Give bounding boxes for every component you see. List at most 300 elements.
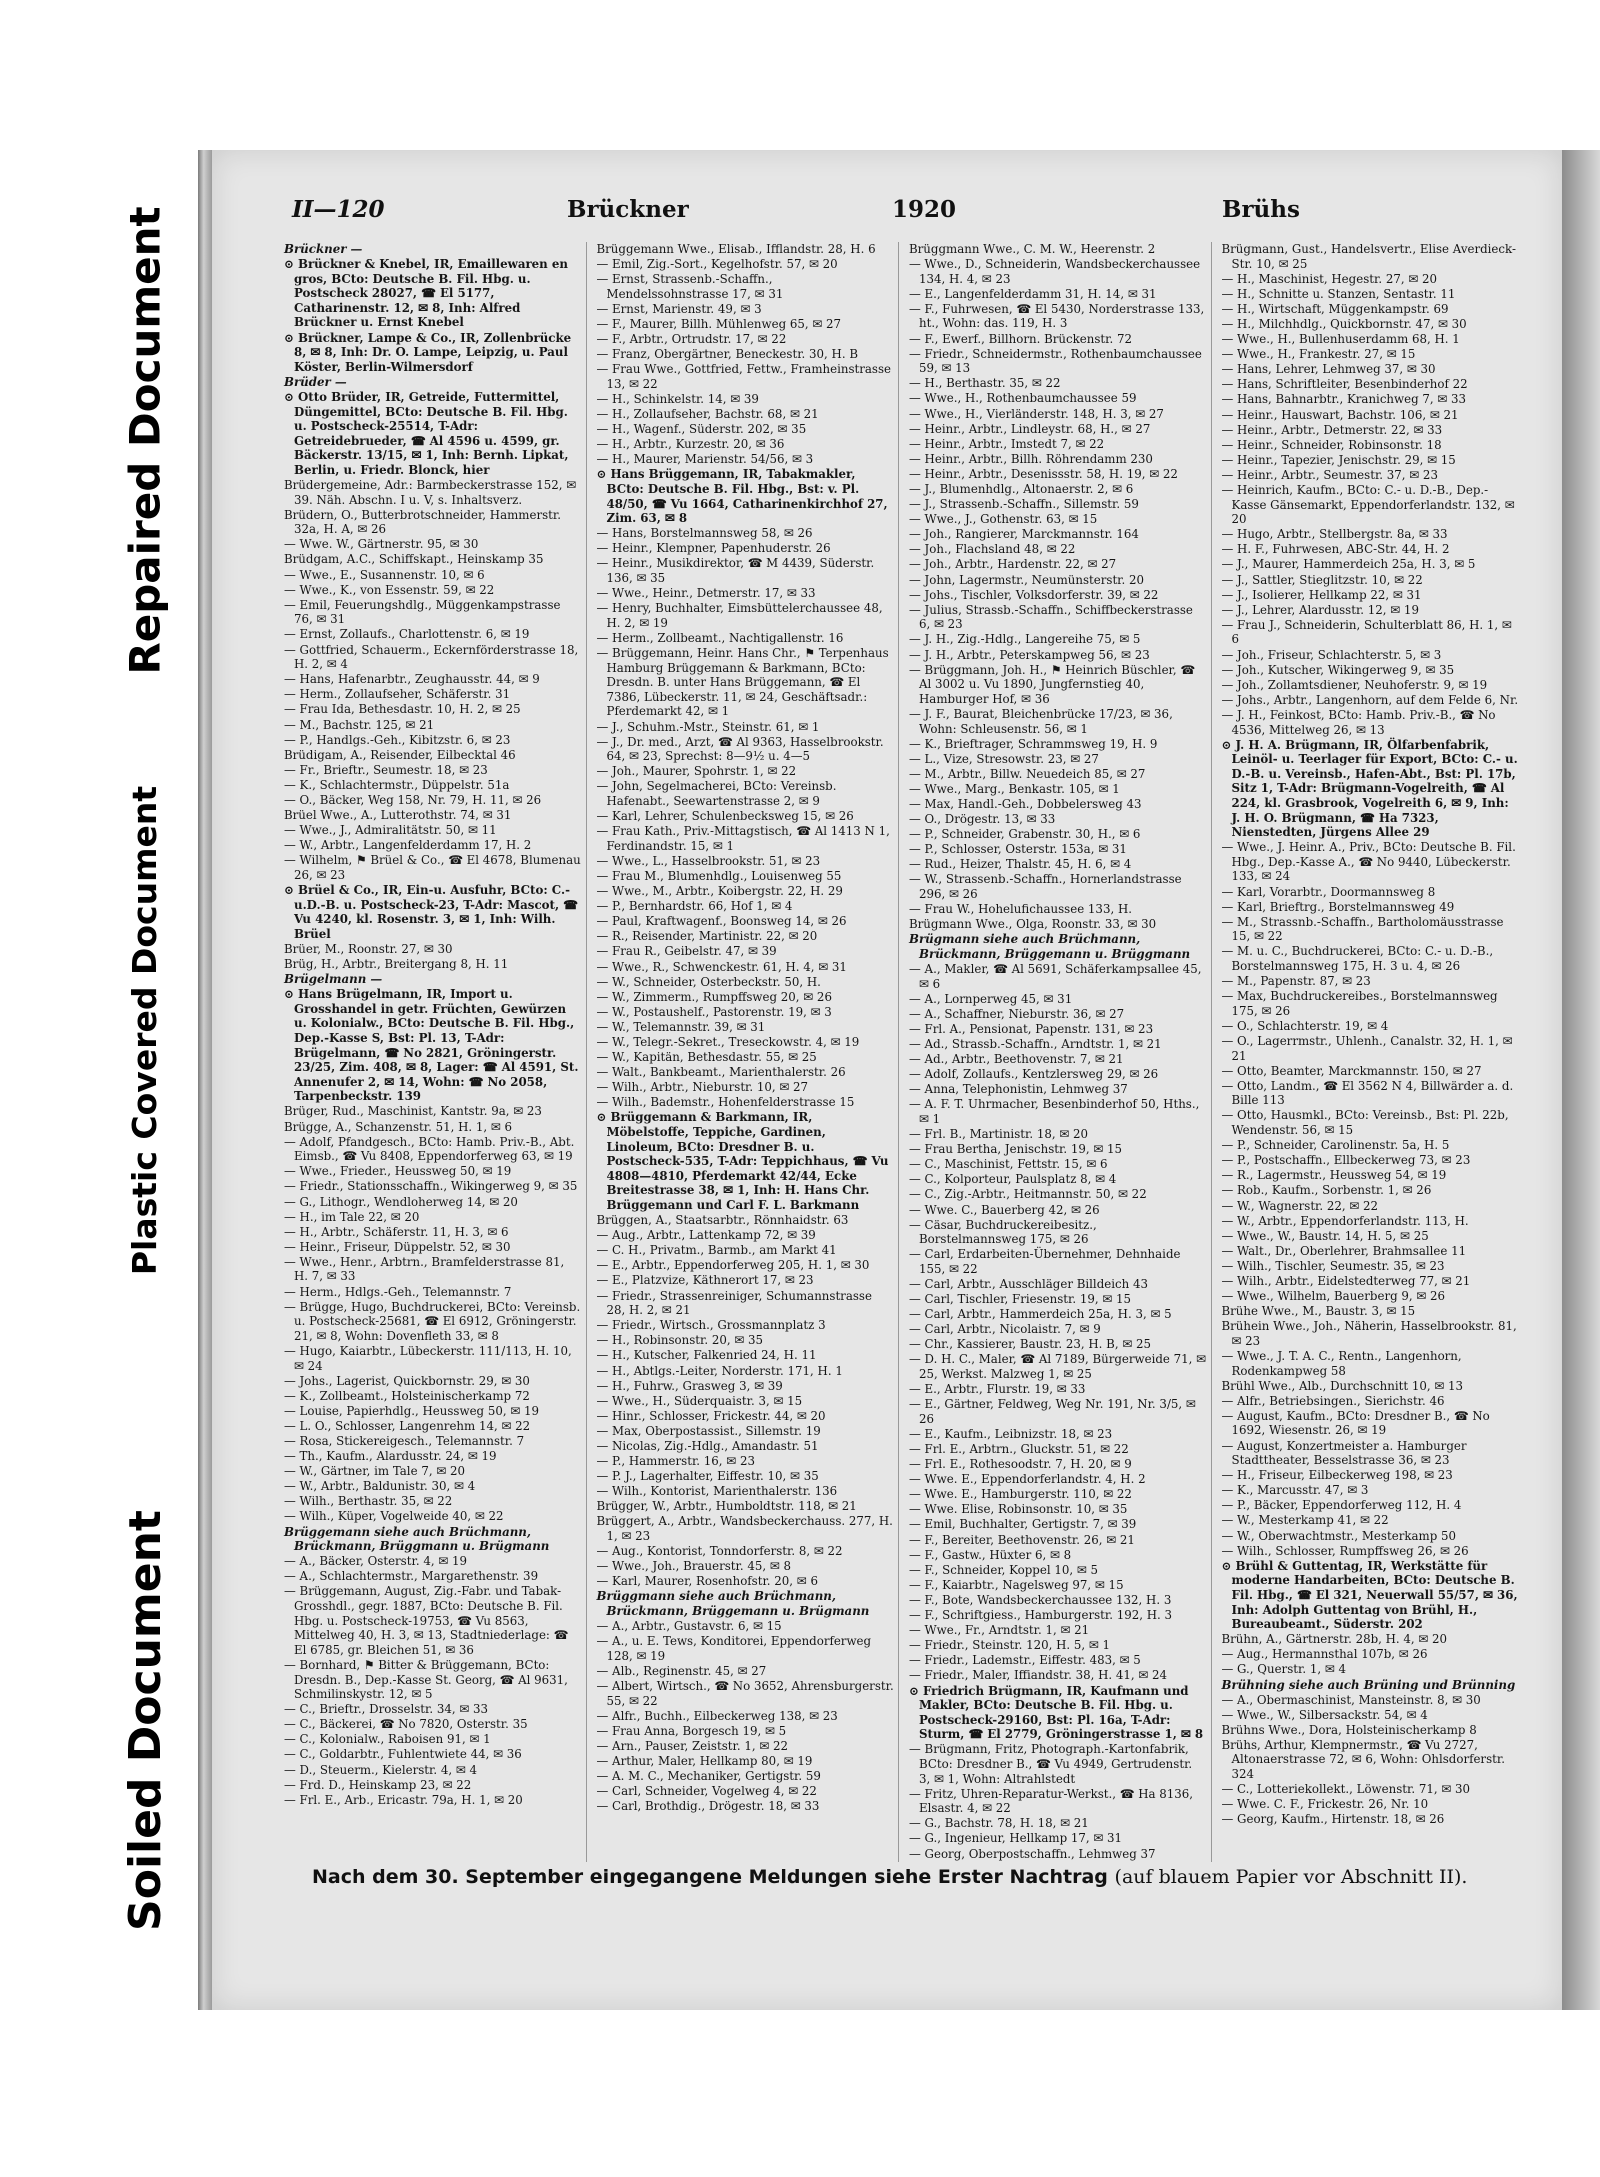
directory-entry: — Wwe., L., Hasselbrookstr. 51, ✉ 23 <box>596 853 821 868</box>
directory-entry: — Heinr., Musikdirektor, ☎ M 4439, Süderstr. 136, ✉ 35 <box>596 556 875 586</box>
directory-entry: — Wwe., W., Baustr. 14, H. 5, ✉ 25 <box>1221 1228 1429 1243</box>
directory-entry: — K., Schlachtermstr., Düppelstr. 51a <box>284 777 510 792</box>
directory-entry: — H., Maschinist, Hegestr. 27, ✉ 20 <box>1221 271 1437 286</box>
directory-entry: Brüggemann Wwe., Elisab., Ifflandstr. 28, H. 6 <box>596 242 876 256</box>
directory-entry: — G., Lithogr., Wendloherweg 14, ✉ 20 <box>284 1194 518 1209</box>
directory-entry: — A., Schlachtermstr., Margarethenstr. 39 <box>284 1569 539 1584</box>
directory-entry: — Brüggmann, Joh. H., ⚑ Heinrich Büschler, ☎ Al 3002 u. Vu 1890, Jungfernstieg 40, Hamburger Hof, ✉ 36 <box>909 662 1196 706</box>
directory-entry: — J., Lehrer, Alardusstr. 12, ✉ 19 <box>1221 602 1419 617</box>
directory-entry: — F., Bereiter, Beethovenstr. 26, ✉ 21 <box>909 1532 1135 1547</box>
directory-entry: Brüdergemeine, Adr.: Barmbeckerstrasse 152, ✉ 39. Näh. Abschn. I u. V, s. Inhaltsverz. <box>284 478 577 507</box>
directory-entry: — August, Kaufm., BCto: Dresdner B., ☎ No 1692, Wiesenstr. 26, ✉ 19 <box>1221 1408 1490 1438</box>
directory-entry: — E., Arbtr., Eppendorferweg 205, H. 1, ✉ 30 <box>596 1258 870 1273</box>
directory-entry: — Frl. B., Martinistr. 18, ✉ 20 <box>909 1127 1088 1142</box>
directory-entry: — D. H. C., Maler, ☎ Al 7189, Bürgerweide 71, ✉ 25, Werkst. Malzweg 1, ✉ 25 <box>909 1352 1207 1382</box>
directory-entry: — Wwe., R., Schwenckestr. 61, H. 4, ✉ 31 <box>596 959 847 974</box>
directory-entry: — J. F., Baurat, Bleichenbrücke 17/23, ✉ 36, Wohn: Schleusenstr. 56, ✉ 1 <box>909 706 1173 736</box>
directory-entry: — H., Friseur, Eilbeckerweg 198, ✉ 23 <box>1221 1468 1453 1483</box>
directory-entry: — O., Drögestr. 13, ✉ 33 <box>909 812 1056 827</box>
directory-entry: — Friedr., Steinstr. 120, H. 5, ✉ 1 <box>909 1638 1111 1653</box>
directory-entry: — Wilh., Küper, Vogelweide 40, ✉ 22 <box>284 1509 504 1524</box>
directory-entry: — Johs., Arbtr., Langenhorn, auf dem Felde 6, Nr. <box>1221 692 1519 707</box>
directory-entry: — Frau J., Schneiderin, Schulterblatt 86, H. 1, ✉ 6 <box>1221 617 1512 647</box>
directory-entry: — H., Berthastr. 35, ✉ 22 <box>909 376 1061 391</box>
directory-entry: — Brügmann, Fritz, Photograph.-Kartonfabrik, BCto: Dresdner B., ☎ Vu 4949, Gertrudenstr. 3, ✉ 1, Wohn: Altrahlstedt <box>909 1742 1193 1786</box>
directory-entry: — J., Isolierer, Hellkamp 22, ✉ 31 <box>1221 587 1422 602</box>
directory-entry: — Herm., Zollbeamt., Nachtigallenstr. 16 <box>596 630 844 645</box>
directory-entry: — Wwe., J. T. A. C., Rentn., Langenhorn, Rodenkampweg 58 <box>1221 1348 1462 1378</box>
column-3 <box>909 242 1212 1862</box>
directory-entry: — W., Mesterkamp 41, ✉ 22 <box>1221 1513 1389 1528</box>
directory-entry: — Friedr., Strassenreiniger, Schumannstrasse 28, H. 2, ✉ 21 <box>596 1288 872 1318</box>
directory-entry: Brüggemann siehe auch Brüchmann, Brückmann, Brüggmann u. Brügmann <box>284 1524 550 1554</box>
directory-entry: — Franz, Obergärtner, Beneckestr. 30, H. B <box>596 347 859 362</box>
page-number: II—120 <box>292 196 385 223</box>
directory-entry: — Emil, Zig.-Sort., Kegelhofstr. 57, ✉ 20 <box>596 257 838 272</box>
directory-entry: — Max, Buchdruckereibes., Borstelmannsweg 175, ✉ 26 <box>1221 989 1498 1018</box>
directory-entry: — Wwe., J. Heinr. A., Priv., BCto: Deutsche B. Fil. Hbg., Dep.-Kasse A., ☎ No 9440, Lübeckerstr. 133, ✉ 24 <box>1221 840 1516 884</box>
directory-entry: — Emil, Feuerungshdlg., Müggenkampstrasse 76, ✉ 31 <box>284 597 561 627</box>
directory-entry: — P., Handlgs.-Geh., Kibitzstr. 6, ✉ 23 <box>284 732 511 747</box>
directory-entry: — Carl, Tischler, Friesenstr. 19, ✉ 15 <box>909 1292 1132 1307</box>
directory-entry: — H., Schinkelstr. 14, ✉ 39 <box>596 391 759 406</box>
directory-entry: — H., Fuhrw., Grasweg 3, ✉ 39 <box>596 1378 783 1393</box>
directory-entry: Brüggmann Wwe., C. M. W., Heerenstr. 2 <box>909 242 1156 256</box>
directory-entry: ⊙ Hans Brügelmann, IR, Import u. Grosshandel in getr. Früchten, Gewürzen u. Kolonialw., BCto: Deutsche B. Fil. Hbg., Dep.-Kasse S, Bst: Pl. 13, T-Adr: Brügelmann, ☎ No 2821, Gröningerstr. 23/25, Zim. 408, ✉ 8, Lager: ☎ Al 4591, St. Annenufer 2, ✉ 14, Wohn: ☎ No 2058, Tarpenbeckstr. 139 <box>284 987 579 1104</box>
directory-entry: — H., Schnitte u. Stanzen, Sentastr. 11 <box>1221 286 1456 301</box>
directory-entry: — P. J., Lagerhalter, Eiffestr. 10, ✉ 35 <box>596 1469 819 1484</box>
page-edge <box>198 150 212 2010</box>
column-1 <box>284 242 587 1862</box>
directory-entry: — Wwe. C., Bauerberg 42, ✉ 26 <box>909 1202 1100 1217</box>
directory-entry: — Wilh., Schlosser, Rumpffsweg 26, ✉ 26 <box>1221 1543 1469 1558</box>
directory-entry: — P., Bernhardstr. 66, Hof 1, ✉ 4 <box>596 899 793 914</box>
directory-entry: — E., Arbtr., Flurstr. 19, ✉ 33 <box>909 1382 1086 1397</box>
directory-entry: — Joh., Flachsland 48, ✉ 22 <box>909 542 1076 557</box>
directory-entry: — M., Bachstr. 125, ✉ 21 <box>284 717 435 732</box>
directory-entry: — E., Platzvize, Käthnerort 17, ✉ 23 <box>596 1273 814 1288</box>
directory-entry: — K., Zollbeamt., Holsteinischerkamp 72 <box>284 1388 530 1403</box>
directory-entry: — Wilhelm, ⚑ Brüel & Co., ☎ El 4678, Blumenau 26, ✉ 23 <box>284 853 581 882</box>
directory-entry: — Wwe., J., Gothenstr. 63, ✉ 15 <box>909 512 1098 527</box>
directory-entry: — R., Reisender, Martinistr. 22, ✉ 20 <box>596 929 818 944</box>
directory-entry: — Arthur, Maler, Hellkamp 80, ✉ 19 <box>596 1753 813 1768</box>
directory-entry: — H., Zollaufseher, Bachstr. 68, ✉ 21 <box>596 407 819 422</box>
directory-entry: — C., Bäckerei, ☎ No 7820, Osterstr. 35 <box>284 1717 528 1732</box>
directory-entry: — Frau W., Hohelufichaussee 133, H. <box>909 902 1132 917</box>
directory-entry: — W., Arbtr., Langenfelderdamm 17, H. 2 <box>284 838 532 853</box>
directory-entry: — Carl, Schneider, Vogelweg 4, ✉ 22 <box>596 1784 817 1799</box>
directory-entry: — August, Konzertmeister a. Hamburger Stadttheater, Besselstrasse 36, ✉ 23 <box>1221 1438 1467 1468</box>
directory-entry: — F., Bote, Wandsbeckerchaussee 132, H. 3 <box>909 1592 1172 1607</box>
directory-entry: — W., Oberwachtmstr., Mesterkamp 50 <box>1221 1528 1457 1543</box>
directory-entry: — Wwe. C. F., Frickestr. 26, Nr. 10 <box>1221 1797 1429 1812</box>
directory-entry: — Karl, Lehrer, Schulenbecksweg 15, ✉ 26 <box>596 809 854 824</box>
directory-entry: — John, Lagermstr., Neumünsterstr. 20 <box>909 572 1145 587</box>
directory-entry: — Wwe. W., Gärtnerstr. 95, ✉ 30 <box>284 537 479 552</box>
directory-entry: — Ernst, Strassenb.-Schaffn., Mendelssohnstrasse 17, ✉ 31 <box>596 272 784 301</box>
directory-entry: — Wwe., J., Admiralitätstr. 50, ✉ 11 <box>284 823 497 838</box>
directory-entry: — Hugo, Kaiarbtr., Lübeckerstr. 111/113, H. 10, ✉ 24 <box>284 1343 572 1373</box>
directory-entry: — G., Querstr. 1, ✉ 4 <box>1221 1662 1346 1677</box>
directory-entry: — W., Arbtr., Baldunistr. 30, ✉ 4 <box>284 1479 476 1494</box>
directory-entry: — Wwe., Heinr., Detmerstr. 17, ✉ 33 <box>596 586 816 601</box>
directory-entry: — Wilh., Bademstr., Hohenfelderstrasse 15 <box>596 1095 855 1110</box>
directory-entry: Brühe Wwe., M., Baustr. 3, ✉ 15 <box>1221 1304 1416 1319</box>
directory-entry: — W., Telegr.-Sekret., Treseckowstr. 4, ✉ 19 <box>596 1034 860 1049</box>
directory-entry: — J., Sattler, Stieglitzstr. 10, ✉ 22 <box>1221 572 1423 587</box>
directory-entry: — F., Ewerf., Billhorn. Brückenstr. 72 <box>909 331 1132 346</box>
directory-entry: Brühn, A., Gärtnerstr. 28b, H. 4, ✉ 20 <box>1221 1632 1448 1647</box>
directory-entry: — Wwe., Joh., Brauerstr. 45, ✉ 8 <box>596 1559 792 1574</box>
directory-entry: Brügger, W., Arbtr., Humboldtstr. 118, ✉ 21 <box>596 1499 857 1514</box>
directory-entry: — Aug., Arbtr., Lattenkamp 72, ✉ 39 <box>596 1228 816 1243</box>
directory-entry: — Otto, Landm., ☎ El 3562 N 4, Billwärder a. d. Bille 113 <box>1221 1078 1514 1108</box>
directory-entry: — Carl, Brothdig., Drögestr. 18, ✉ 33 <box>596 1799 820 1814</box>
directory-entry: Brüg, H., Arbtr., Breitergang 8, H. 11 <box>284 957 509 971</box>
directory-entry: — Hans, Hafenarbtr., Zeughausstr. 44, ✉ 9 <box>284 672 540 687</box>
directory-entry: — Wwe. Elise, Robinsonstr. 10, ✉ 35 <box>909 1502 1128 1517</box>
directory-entry: — Walt., Dr., Oberlehrer, Brahmsallee 11 <box>1221 1243 1467 1258</box>
directory-entry: Brüdern, O., Butterbrotschneider, Hammerstr. 32a, H. A, ✉ 26 <box>284 507 561 537</box>
directory-entry: — P., Bäcker, Eppendorferweg 112, H. 4 <box>1221 1498 1462 1513</box>
directory-entry: — M., Arbtr., Billw. Neuedeich 85, ✉ 27 <box>909 766 1146 781</box>
directory-entry: — H. F., Fuhrwesen, ABC-Str. 44, H. 2 <box>1221 542 1450 557</box>
directory-entry: — Frl. E., Arb., Ericastr. 79a, H. 1, ✉ 20 <box>284 1792 523 1807</box>
directory-entry: — Karl, Brieftrg., Borstelmannsweg 49 <box>1221 899 1455 914</box>
directory-entry: — Gottfried, Schauerm., Eckernförderstrasse 18, H. 2, ✉ 4 <box>284 642 579 672</box>
directory-entry: Brüer, M., Roonstr. 27, ✉ 30 <box>284 941 453 956</box>
directory-entry: — Joh., Maurer, Spohrstr. 1, ✉ 22 <box>596 764 797 779</box>
directory-entry: — A. F. T. Uhrmacher, Besenbinderhof 50, Hths., ✉ 1 <box>909 1097 1200 1126</box>
directory-entry: — Frl. E., Arbtrn., Gluckstr. 51, ✉ 22 <box>909 1442 1129 1456</box>
directory-entry: — Wwe., Henr., Arbtrn., Bramfelderstrasse 81, H. 7, ✉ 33 <box>284 1254 565 1284</box>
directory-entry: — C., Kolporteur, Paulsplatz 8, ✉ 4 <box>909 1172 1117 1187</box>
directory-entry: — H., im Tale 22, ✉ 20 <box>284 1209 420 1224</box>
directory-entry: — D., Steuerm., Kielerstr. 4, ✉ 4 <box>284 1762 478 1777</box>
directory-entry: — O., Bäcker, Weg 158, Nr. 79, H. 11, ✉ 26 <box>284 792 542 807</box>
directory-entry: Brückner — <box>284 242 363 256</box>
directory-entry: — Friedr., Lademstr., Eiffestr. 483, ✉ 5 <box>909 1653 1141 1668</box>
directory-entry: — Georg, Kaufm., Hirtenstr. 18, ✉ 26 <box>1221 1812 1445 1827</box>
directory-entry: — Carl, Erdarbeiten-Übernehmer, Dehnhaide 155, ✉ 22 <box>909 1247 1181 1276</box>
directory-entry: — G., Ingenieur, Hellkamp 17, ✉ 31 <box>909 1831 1123 1846</box>
directory-entry: — H., Maurer, Marienstr. 54/56, ✉ 3 <box>596 452 814 467</box>
directory-entry: — C., Goldarbtr., Fuhlentwiete 44, ✉ 36 <box>284 1747 522 1762</box>
directory-entry: — Fr., Brieftr., Seumestr. 18, ✉ 23 <box>284 762 488 777</box>
directory-entry: — Frau M., Blumenhdlg., Louisenweg 55 <box>596 868 842 883</box>
directory-entry: — Heinr., Hauswart, Bachstr. 106, ✉ 21 <box>1221 407 1459 422</box>
directory-entry: — John, Segelmacherei, BCto: Vereinsb. Hafenabt., Seewartenstrasse 2, ✉ 9 <box>596 779 837 808</box>
directory-entry: — Nicolas, Zig.-Hdlg., Amandastr. 51 <box>596 1439 819 1453</box>
directory-entry: — O., Lagerrmstr., Uhlenh., Canalstr. 32, H. 1, ✉ 21 <box>1221 1033 1513 1063</box>
directory-entry: Brüggen, A., Staatsarbtr., Rönnhaidstr. 63 <box>596 1213 849 1228</box>
directory-entry: — Wwe., M., Arbtr., Koibergstr. 22, H. 29 <box>596 884 843 899</box>
directory-entry: — Brüggemann, Heinr. Hans Chr., ⚑ Terpenhaus Hamburg Brüggemann & Barkmann, BCto: Dresdn. B. unter Hans Brüggemann, ☎ El 7386, Lübeckerstr. 11, ✉ 24, Geschäftsadr.: Pferdemarkt 42, ✉ 1 <box>596 646 889 719</box>
directory-entry: — R., Lagermstr., Heussweg 54, ✉ 19 <box>1221 1168 1447 1183</box>
directory-entry: — Wilh., Arbtr., Nieburstr. 10, ✉ 27 <box>596 1080 809 1095</box>
directory-entry: — C., Zig.-Arbtr., Heitmannstr. 50, ✉ 22 <box>909 1187 1147 1202</box>
directory-entry: — Joh., Arbtr., Hardenstr. 22, ✉ 27 <box>909 557 1117 572</box>
directory-entry: ⊙ Brüggemann & Barkmann, IR, Möbelstoffe, Teppiche, Gardinen, Linoleum, BCto: Dresdner B. u. Postscheck-535, T-Adr: Teppichhaus, ☎ Vu 4808—4810, Pferdemarkt 42/44, Ecke Breitestrasse 38, ✉ 1, Inh: H. Hans Chr. Brüggemann und Carl F. L. Barkmann <box>596 1110 889 1212</box>
directory-entry: — H., Milchhdlg., Quickbornstr. 47, ✉ 30 <box>1221 316 1467 331</box>
directory-entry: — W., Strassenb.-Schaffn., Hornerlandstrasse 296, ✉ 26 <box>909 872 1182 902</box>
directory-entry: — W., Gärtner, im Tale 7, ✉ 20 <box>284 1464 465 1479</box>
directory-entry: — Adolf, Pfandgesch., BCto: Hamb. Priv.-B., Abt. Eimsb., ☎ Vu 8408, Eppendorferweg 63, ✉ 19 <box>284 1134 575 1164</box>
directory-entry: Brühning siehe auch Brüning und Brünning <box>1221 1677 1516 1692</box>
directory-entry: — A. M. C., Mechaniker, Gertigstr. 59 <box>596 1769 821 1784</box>
directory-entry: — Wwe., H., Bullenhuserdamm 68, H. 1 <box>1221 332 1460 347</box>
directory-entry: — Wilh., Arbtr., Eidelstedterweg 77, ✉ 21 <box>1221 1273 1471 1288</box>
page-header <box>292 196 1522 236</box>
directory-entry: — Friedr., Stationsschaffn., Wikingerweg 9, ✉ 35 <box>284 1179 578 1194</box>
directory-entry: — Heinrich, Kaufm., BCto: C.- u. D.-B., Dep.-Kasse Gänsemarkt, Eppendorferlandstr. 132, ✉ 20 <box>1221 483 1515 527</box>
directory-entry: — Frd. D., Heinskamp 23, ✉ 22 <box>284 1777 472 1792</box>
directory-entry: — F., Schneider, Koppel 10, ✉ 5 <box>909 1562 1099 1577</box>
directory-entry: — Hinr., Schlosser, Frickestr. 44, ✉ 20 <box>596 1408 826 1423</box>
directory-entry: — Wwe., W., Silbersackstr. 54, ✉ 4 <box>1221 1707 1428 1722</box>
directory-entry: — P., Postschaffn., Ellbeckerweg 73, ✉ 23 <box>1221 1153 1471 1168</box>
directory-entry: — H., Kutscher, Falkenried 24, H. 11 <box>596 1348 817 1363</box>
directory-entry: — Wwe., H., Rothenbaumchaussee 59 <box>909 391 1137 406</box>
directory-entry: — J. H., Arbtr., Peterskampweg 56, ✉ 23 <box>909 647 1150 662</box>
directory-entry: — P., Hammerstr. 16, ✉ 23 <box>596 1454 755 1469</box>
directory-entry: — Karl, Maurer, Rosenhofstr. 20, ✉ 6 <box>596 1574 818 1589</box>
directory-entry: Brüel Wwe., A., Lutterothstr. 74, ✉ 31 <box>284 808 512 823</box>
directory-entry: — Aug., Kontorist, Tonndorferstr. 8, ✉ 22 <box>596 1544 843 1559</box>
directory-entry: — Ad., Arbtr., Beethovenstr. 7, ✉ 21 <box>909 1052 1124 1067</box>
directory-entry: — Heinr., Arbtr., Desenissstr. 58, H. 19, ✉ 22 <box>909 466 1178 481</box>
directory-entry: — Herm., Zollaufseher, Schäferstr. 31 <box>284 687 511 702</box>
directory-entry: — K., Brieftrager, Schrammsweg 19, H. 9 <box>909 736 1158 751</box>
directory-entry: — Heinr., Friseur, Düppelstr. 52, ✉ 30 <box>284 1239 511 1254</box>
directory-entry: Brühns Wwe., Dora, Holsteinischerkamp 8 <box>1221 1722 1477 1737</box>
directory-entry: — Wwe., Frieder., Heussweg 50, ✉ 19 <box>284 1164 512 1179</box>
directory-entry: — Hans, Bahnarbtr., Kranichweg 7, ✉ 33 <box>1221 392 1467 407</box>
directory-entry: — Carl, Arbtr., Hammerdeich 25a, H. 3, ✉ 5 <box>909 1307 1172 1322</box>
directory-entry: — Wilh., Berthastr. 35, ✉ 22 <box>284 1494 453 1509</box>
directory-entry: — Johs., Lagerist, Quickbornstr. 29, ✉ 30 <box>284 1373 530 1388</box>
directory-entry: — Heinr., Arbtr., Billh. Röhrendamm 230 <box>909 451 1153 466</box>
directory-entry: Brüdigam, A., Reisender, Eilbecktal 46 <box>284 747 516 762</box>
directory-entry: — W., Zimmerm., Rumpffsweg 20, ✉ 26 <box>596 989 832 1004</box>
directory-entry: — Wwe., Wilhelm, Bauerberg 9, ✉ 26 <box>1221 1289 1446 1304</box>
directory-entry: — Wwe., D., Schneiderin, Wandsbeckerchaussee 134, H. 4, ✉ 23 <box>909 257 1201 286</box>
directory-entry: — Cäsar, Buchdruckereibesitz., Borstelmannsweg 175, ✉ 26 <box>909 1217 1097 1247</box>
directory-entry: — C. H., Privatm., Barmb., am Markt 41 <box>596 1243 837 1258</box>
label-plastic-covered-document: Plastic Covered Document <box>125 785 165 1275</box>
directory-entry: — Heinr., Arbtr., Seumestr. 37, ✉ 23 <box>1221 467 1438 482</box>
directory-entry: — Paul, Kraftwagenf., Boonsweg 14, ✉ 26 <box>596 914 847 929</box>
directory-entry: — C., Kolonialw., Raboisen 91, ✉ 1 <box>284 1732 491 1747</box>
directory-entry: ⊙ Brückner & Knebel, IR, Emaillewaren en gros, BCto: Deutsche B. Fil. Hbg. u. Postscheck 28027, ☎ El 5177, Catharinenstr. 12, ✉ 8, Inh: Alfred Brückner u. Ernst Knebel <box>284 257 568 330</box>
directory-entry: — Heinr., Schneider, Robinsonstr. 18 <box>1221 437 1442 452</box>
directory-entry: — Heinr., Arbtr., Imstedt 7, ✉ 22 <box>909 436 1105 451</box>
directory-entry: — Wwe., K., von Essenstr. 59, ✉ 22 <box>284 582 495 597</box>
directory-entry: — Julius, Strassb.-Schaffn., Schiffbeckerstrasse 6, ✉ 23 <box>909 602 1193 632</box>
directory-entry: — Carl, Arbtr., Ausschläger Billdeich 43 <box>909 1276 1148 1291</box>
directory-entry: — H., Wirtschaft, Müggenkampstr. 69 <box>1221 301 1449 316</box>
directory-entry: — H., Robinsonstr. 20, ✉ 35 <box>596 1333 764 1348</box>
directory-entry: — Frau Ida, Bethesdastr. 10, H. 2, ✉ 25 <box>284 702 521 717</box>
directory-entry: — Ernst, Zollaufs., Charlottenstr. 6, ✉ 19 <box>284 627 530 642</box>
directory-entry: — Brügge, Hugo, Buchdruckerei, BCto: Vereinsb. u. Postscheck-25681, ☎ El 6912, Gröningerstr. 21, ✉ 8, Wohn: Dovenfleth 33, ✉ 8 <box>284 1299 581 1343</box>
directory-entry: — E., Langenfelderdamm 31, H. 14, ✉ 31 <box>909 286 1157 301</box>
directory-entry: — Wwe., E., Susannenstr. 10, ✉ 6 <box>284 567 485 582</box>
directory-entry: — H., Wagenf., Süderstr. 202, ✉ 35 <box>596 422 807 437</box>
directory-entry: Brügmann siehe auch Brüchmann, Brückmann, Brüggemann u. Brüggmann <box>909 932 1191 961</box>
directory-entry: — Alfr., Betriebsingen., Sierichstr. 46 <box>1221 1393 1445 1408</box>
directory-entry: — M. u. C., Buchdruckerei, BCto: C.- u. D.-B., Borstelmannsweg 175, H. 3 u. 4, ✉ 26 <box>1221 944 1494 973</box>
directory-entry: ⊙ Brüel & Co., IR, Ein-u. Ausfuhr, BCto: C.-u.D.-B. u. Postscheck-23, T-Adr: Mascot, ☎ Vu 4240, kl. Rosenstr. 3, ✉ 1, Inh: Wilh. Brüel <box>284 883 578 941</box>
directory-entry: — Friedr., Schneidermstr., Rothenbaumchaussee 59, ✉ 13 <box>909 346 1202 376</box>
directory-entry: — W., Telemannstr. 39, ✉ 31 <box>596 1019 766 1034</box>
directory-entry: — Ernst, Marienstr. 49, ✉ 3 <box>596 301 762 316</box>
directory-entry: — Wwe., H., Frankestr. 27, ✉ 15 <box>1221 347 1416 362</box>
directory-entry: — Louise, Papierhdlg., Heussweg 50, ✉ 19 <box>284 1403 540 1418</box>
directory-entry: — Friedr., Maler, Iffiandstr. 38, H. 41, ✉ 24 <box>909 1668 1168 1683</box>
directory-entry: — W., Schneider, Osterbeckstr. 50, H. <box>596 974 821 989</box>
directory-entry: — A., Bäcker, Osterstr. 4, ✉ 19 <box>284 1554 467 1569</box>
directory-entry: — A., Obermaschinist, Mansteinstr. 8, ✉ 30 <box>1221 1692 1481 1707</box>
directory-entry: — J., Schuhm.-Mstr., Steinstr. 61, ✉ 1 <box>596 719 820 734</box>
footer-text: Nach dem 30. September eingegangene Meldungen siehe Erster Nachtrag <box>312 1866 1108 1888</box>
directory-entry: — J. H., Feinkost, BCto: Hamb. Priv.-B., ☎ No 4536, Mittelweg 26, ✉ 13 <box>1221 707 1496 737</box>
directory-entry: Brüger, Rud., Maschinist, Kantstr. 9a, ✉ 23 <box>284 1104 542 1119</box>
directory-entry: — F., Schriftgiess., Hamburgerstr. 192, H. 3 <box>909 1608 1173 1623</box>
directory-entry: — L. O., Schlosser, Langenrehm 14, ✉ 22 <box>284 1418 531 1433</box>
header-first-name: Brückner <box>567 196 689 223</box>
directory-entry: — Fritz, Uhren-Reparatur-Werkst., ☎ Ha 8136, Elsastr. 4, ✉ 22 <box>909 1786 1194 1816</box>
label-soiled-document: Soiled Document <box>119 1509 171 1931</box>
directory-entry: — J., Dr. med., Arzt, ☎ Al 9363, Hasselbrookstr. 64, ✉ 23, Sprechst: 8—9½ u. 4—5 <box>596 734 884 764</box>
directory-entry: Brühein Wwe., Joh., Näherin, Hasselbrookstr. 81, ✉ 23 <box>1221 1319 1517 1348</box>
directory-entry: — A., u. E. Tews, Konditorei, Eppendorferweg 128, ✉ 19 <box>596 1634 872 1663</box>
directory-entry: — Georg, Oberpostschaffn., Lehmweg 37 <box>909 1846 1156 1861</box>
directory-entry: — J., Strassenb.-Schaffn., Sillemstr. 59 <box>909 497 1139 512</box>
header-year: 1920 <box>892 196 957 223</box>
directory-entry: — Henry, Buchhalter, Eimsbüttelerchaussee 48, H. 2, ✉ 19 <box>596 601 883 630</box>
directory-columns <box>284 242 1524 1861</box>
directory-entry: — M., Papenstr. 87, ✉ 23 <box>1221 974 1371 989</box>
directory-entry: — W., Arbtr., Eppendorferlandstr. 113, H. <box>1221 1213 1469 1228</box>
directory-entry: — Johs., Tischler, Volksdorferstr. 39, ✉ 22 <box>909 587 1159 602</box>
directory-entry: — P., Schlosser, Osterstr. 153a, ✉ 31 <box>909 842 1127 857</box>
directory-entry: ⊙ Hans Brüggemann, IR, Tabakmakler, BCto: Deutsche B. Fil. Hbg., Bst: v. Pl. 48/50, ☎ Vu 1664, Catharinenkirchhof 27, Zim. 63, ✉ 8 <box>596 467 888 526</box>
directory-entry: — L., Vize, Stresowstr. 23, ✉ 27 <box>909 751 1099 766</box>
directory-entry: — Wwe. E., Eppendorferlandstr. 4, H. 2 <box>909 1472 1146 1487</box>
directory-entry: — Wwe., H., Vierländerstr. 148, H. 3, ✉ 27 <box>909 406 1164 421</box>
label-repaired-document: Repaired Document <box>120 205 170 675</box>
directory-entry: — Frl. A., Pensionat, Papenstr. 131, ✉ 23 <box>909 1021 1154 1036</box>
directory-entry: — C., Brieftr., Drosselstr. 34, ✉ 33 <box>284 1702 489 1717</box>
directory-entry: — Frau Wwe., Gottfried, Fettw., Framheinstrasse 13, ✉ 22 <box>596 362 892 391</box>
directory-entry: Brüder — <box>284 374 347 389</box>
directory-entry: — Adolf, Zollaufs., Kentzlersweg 29, ✉ 26 <box>909 1067 1159 1082</box>
directory-entry: — J., Maurer, Hammerdeich 25a, H. 3, ✉ 5 <box>1221 557 1476 572</box>
directory-entry: — Wilh., Tischler, Seumestr. 35, ✉ 23 <box>1221 1258 1445 1273</box>
directory-entry: — A., Arbtr., Gustavstr. 6, ✉ 15 <box>596 1619 782 1634</box>
directory-entry: — Hans, Lehrer, Lehmweg 37, ✉ 30 <box>1221 362 1436 377</box>
directory-entry: — Chr., Kassierer, Baustr. 23, H. B, ✉ 25 <box>909 1337 1151 1352</box>
directory-entry: Brüggert, A., Arbtr., Wandsbeckerchauss. 277, H. 1, ✉ 23 <box>596 1514 893 1544</box>
directory-entry: Brügmann Wwe., Olga, Roonstr. 33, ✉ 30 <box>909 917 1157 932</box>
directory-entry: — Alfr., Buchh., Eilbeckerweg 138, ✉ 23 <box>596 1708 838 1723</box>
directory-entry: Brügmann, Gust., Handelsvertr., Elise Averdieck-Str. 10, ✉ 25 <box>1221 242 1516 271</box>
directory-entry: — P., Schneider, Carolinenstr. 5a, H. 5 <box>1221 1138 1450 1153</box>
directory-entry: — O., Schlachterstr. 19, ✉ 4 <box>1221 1018 1389 1033</box>
directory-entry: — Joh., Friseur, Schlachterstr. 5, ✉ 3 <box>1221 647 1442 662</box>
directory-entry: — Max, Oberpostassist., Sillemstr. 19 <box>596 1423 821 1438</box>
column-2 <box>597 242 900 1862</box>
directory-entry: — Albert, Wirtsch., ☎ No 3652, Ahrensburgerstr. 55, ✉ 22 <box>596 1679 894 1708</box>
directory-entry: — Frau Anna, Borgesch 19, ✉ 5 <box>596 1723 787 1738</box>
directory-entry: — Alb., Reginenstr. 45, ✉ 27 <box>596 1663 767 1678</box>
directory-entry: Brüdgam, A.C., Schiffskapt., Heinskamp 35 <box>284 552 544 567</box>
directory-entry: — Hans, Borstelmannsweg 58, ✉ 26 <box>596 526 813 541</box>
directory-entry: — Hugo, Arbtr., Stellbergstr. 8a, ✉ 33 <box>1221 527 1448 542</box>
directory-entry: — A., Schaffner, Nieburstr. 36, ✉ 27 <box>909 1006 1125 1021</box>
directory-entry: — W., Wagnerstr. 22, ✉ 22 <box>1221 1198 1379 1213</box>
directory-entry: Brühs, Arthur, Klempnermstr., ☎ Vu 2727, Altonaerstrasse 72, ✉ 6, Wohn: Ohlsdorferstr. 324 <box>1221 1737 1505 1782</box>
directory-entry: — W., Kapitän, Bethesdastr. 55, ✉ 25 <box>596 1050 817 1065</box>
side-labels <box>100 190 190 2050</box>
directory-entry: — Frau Bertha, Jenischstr. 19, ✉ 15 <box>909 1142 1123 1157</box>
directory-entry: — F., Gastw., Hüxter 6, ✉ 8 <box>909 1547 1072 1562</box>
column-4 <box>1222 242 1525 1862</box>
directory-entry: — Carl, Arbtr., Nicolaistr. 7, ✉ 9 <box>909 1322 1101 1337</box>
footer-note: (auf blauem Papier vor Abschnitt II). <box>1114 1866 1468 1888</box>
directory-entry: — Herm., Hdlgs.-Geh., Telemannstr. 7 <box>284 1284 512 1299</box>
directory-entry: — Wilh., Kontorist, Marienthalerstr. 136 <box>596 1484 838 1499</box>
directory-entry: ⊙ Brühl & Guttentag, IR, Werkstätte für moderne Handarbeiten, BCto: Deutsche B. Fil. Hbg., ☎ El 321, Neuerwall 55/57, ✉ 36, Inh: Adolph Guttentag von Brühl, H., Bureaubeamt., Süderstr. 202 <box>1221 1558 1518 1632</box>
directory-entry: — Emil, Buchhalter, Gertigstr. 7, ✉ 39 <box>909 1517 1137 1532</box>
directory-entry: Brühl Wwe., Alb., Durchschnitt 10, ✉ 13 <box>1221 1378 1463 1393</box>
directory-entry: — H., Arbtr., Schäferstr. 11, H. 3, ✉ 6 <box>284 1224 509 1239</box>
directory-entry: — Ad., Strassb.-Schaffn., Arndtstr. 1, ✉ 21 <box>909 1036 1162 1051</box>
next-page-edge <box>1562 150 1600 2010</box>
directory-entry: — Otto, Beamter, Marckmannstr. 150, ✉ 27 <box>1221 1063 1482 1078</box>
directory-entry: Brügge, A., Schanzenstr. 51, H. 1, ✉ 6 <box>284 1119 513 1134</box>
directory-entry: — H., Abtlgs.-Leiter, Norderstr. 171, H. 1 <box>596 1363 843 1378</box>
directory-entry: — K., Marcusstr. 47, ✉ 3 <box>1221 1483 1369 1498</box>
directory-entry: — Anna, Telephonistin, Lehmweg 37 <box>909 1082 1128 1097</box>
directory-entry: — F., Maurer, Billh. Mühlenweg 65, ✉ 27 <box>596 316 842 331</box>
directory-entry: — C., Lotteriekollekt., Löwenstr. 71, ✉ 30 <box>1221 1782 1471 1797</box>
directory-entry: — Friedr., Wirtsch., Grossmannplatz 3 <box>596 1318 826 1333</box>
directory-entry: — Arn., Pauser, Zeiststr. 1, ✉ 22 <box>596 1738 789 1753</box>
directory-entry: — Rob., Kaufm., Sorbenstr. 1, ✉ 26 <box>1221 1183 1432 1198</box>
directory-entry: — Rud., Heizer, Thalstr. 45, H. 6, ✉ 4 <box>909 857 1132 872</box>
directory-entry: — J., Blumenhdlg., Altonaerstr. 2, ✉ 6 <box>909 482 1134 496</box>
directory-entry: — Frau R., Geibelstr. 47, ✉ 39 <box>596 944 777 959</box>
directory-entry: ⊙ J. H. A. Brügmann, IR, Ölfarbenfabrik, Leinöl- u. Teerlager für Export, BCto: C.- u. D.-B. u. Vereinsb., Hafen-Abt., Bst: Pl. 17b, Sitz 1, T-Adr: Brügmann-Vogelreith, ☎ Al 224, kl. Grasbrook, Vogelreith 6, ✉ 9, Inh: J. H. O. Brügmann, ☎ Ha 7323, Nienstedten, Jürgens Allee 29 <box>1221 737 1518 840</box>
directory-entry: — Walt., Bankbeamt., Marienthalerstr. 26 <box>596 1065 846 1080</box>
directory-entry: — A., Lornperweg 45, ✉ 31 <box>909 991 1073 1006</box>
directory-entry: — Wwe., H., Süderquaistr. 3, ✉ 15 <box>596 1393 803 1408</box>
directory-entry: — Wwe. E., Hamburgerstr. 110, ✉ 22 <box>909 1487 1132 1502</box>
directory-entry: — Joh., Rangierer, Marckmannstr. 164 <box>909 527 1139 542</box>
directory-entry: Brüggmann siehe auch Brüchmann, Brückmann, Brüggemann u. Brügmann <box>596 1589 870 1619</box>
directory-entry: — Wwe., Fr., Arndtstr. 1, ✉ 21 <box>909 1623 1090 1638</box>
directory-entry: Brügelmann — <box>284 972 383 987</box>
directory-entry: — Rosa, Stickereigesch., Telemannstr. 7 <box>284 1434 525 1448</box>
directory-entry: ⊙ Brückner, Lampe & Co., IR, Zollenbrücke 8, ✉ 8, Inh: Dr. O. Lampe, Leipzig, u. Paul Köster, Berlin-Wilmersdorf <box>284 330 572 374</box>
directory-entry: — Bornhard, ⚑ Bitter & Brüggemann, BCto: Dresdn. B., Dep.-Kasse St. Georg, ☎ Al 9631, Schmilinskystr. 12, ✉ 5 <box>284 1657 568 1702</box>
directory-entry: — M., Strassnb.-Schaffn., Bartholomäusstrasse 15, ✉ 22 <box>1221 914 1504 944</box>
directory-entry: — Heinr., Tapezier, Jenischstr. 29, ✉ 15 <box>1221 452 1456 467</box>
directory-entry: — C., Maschinist, Fettstr. 15, ✉ 6 <box>909 1157 1108 1172</box>
